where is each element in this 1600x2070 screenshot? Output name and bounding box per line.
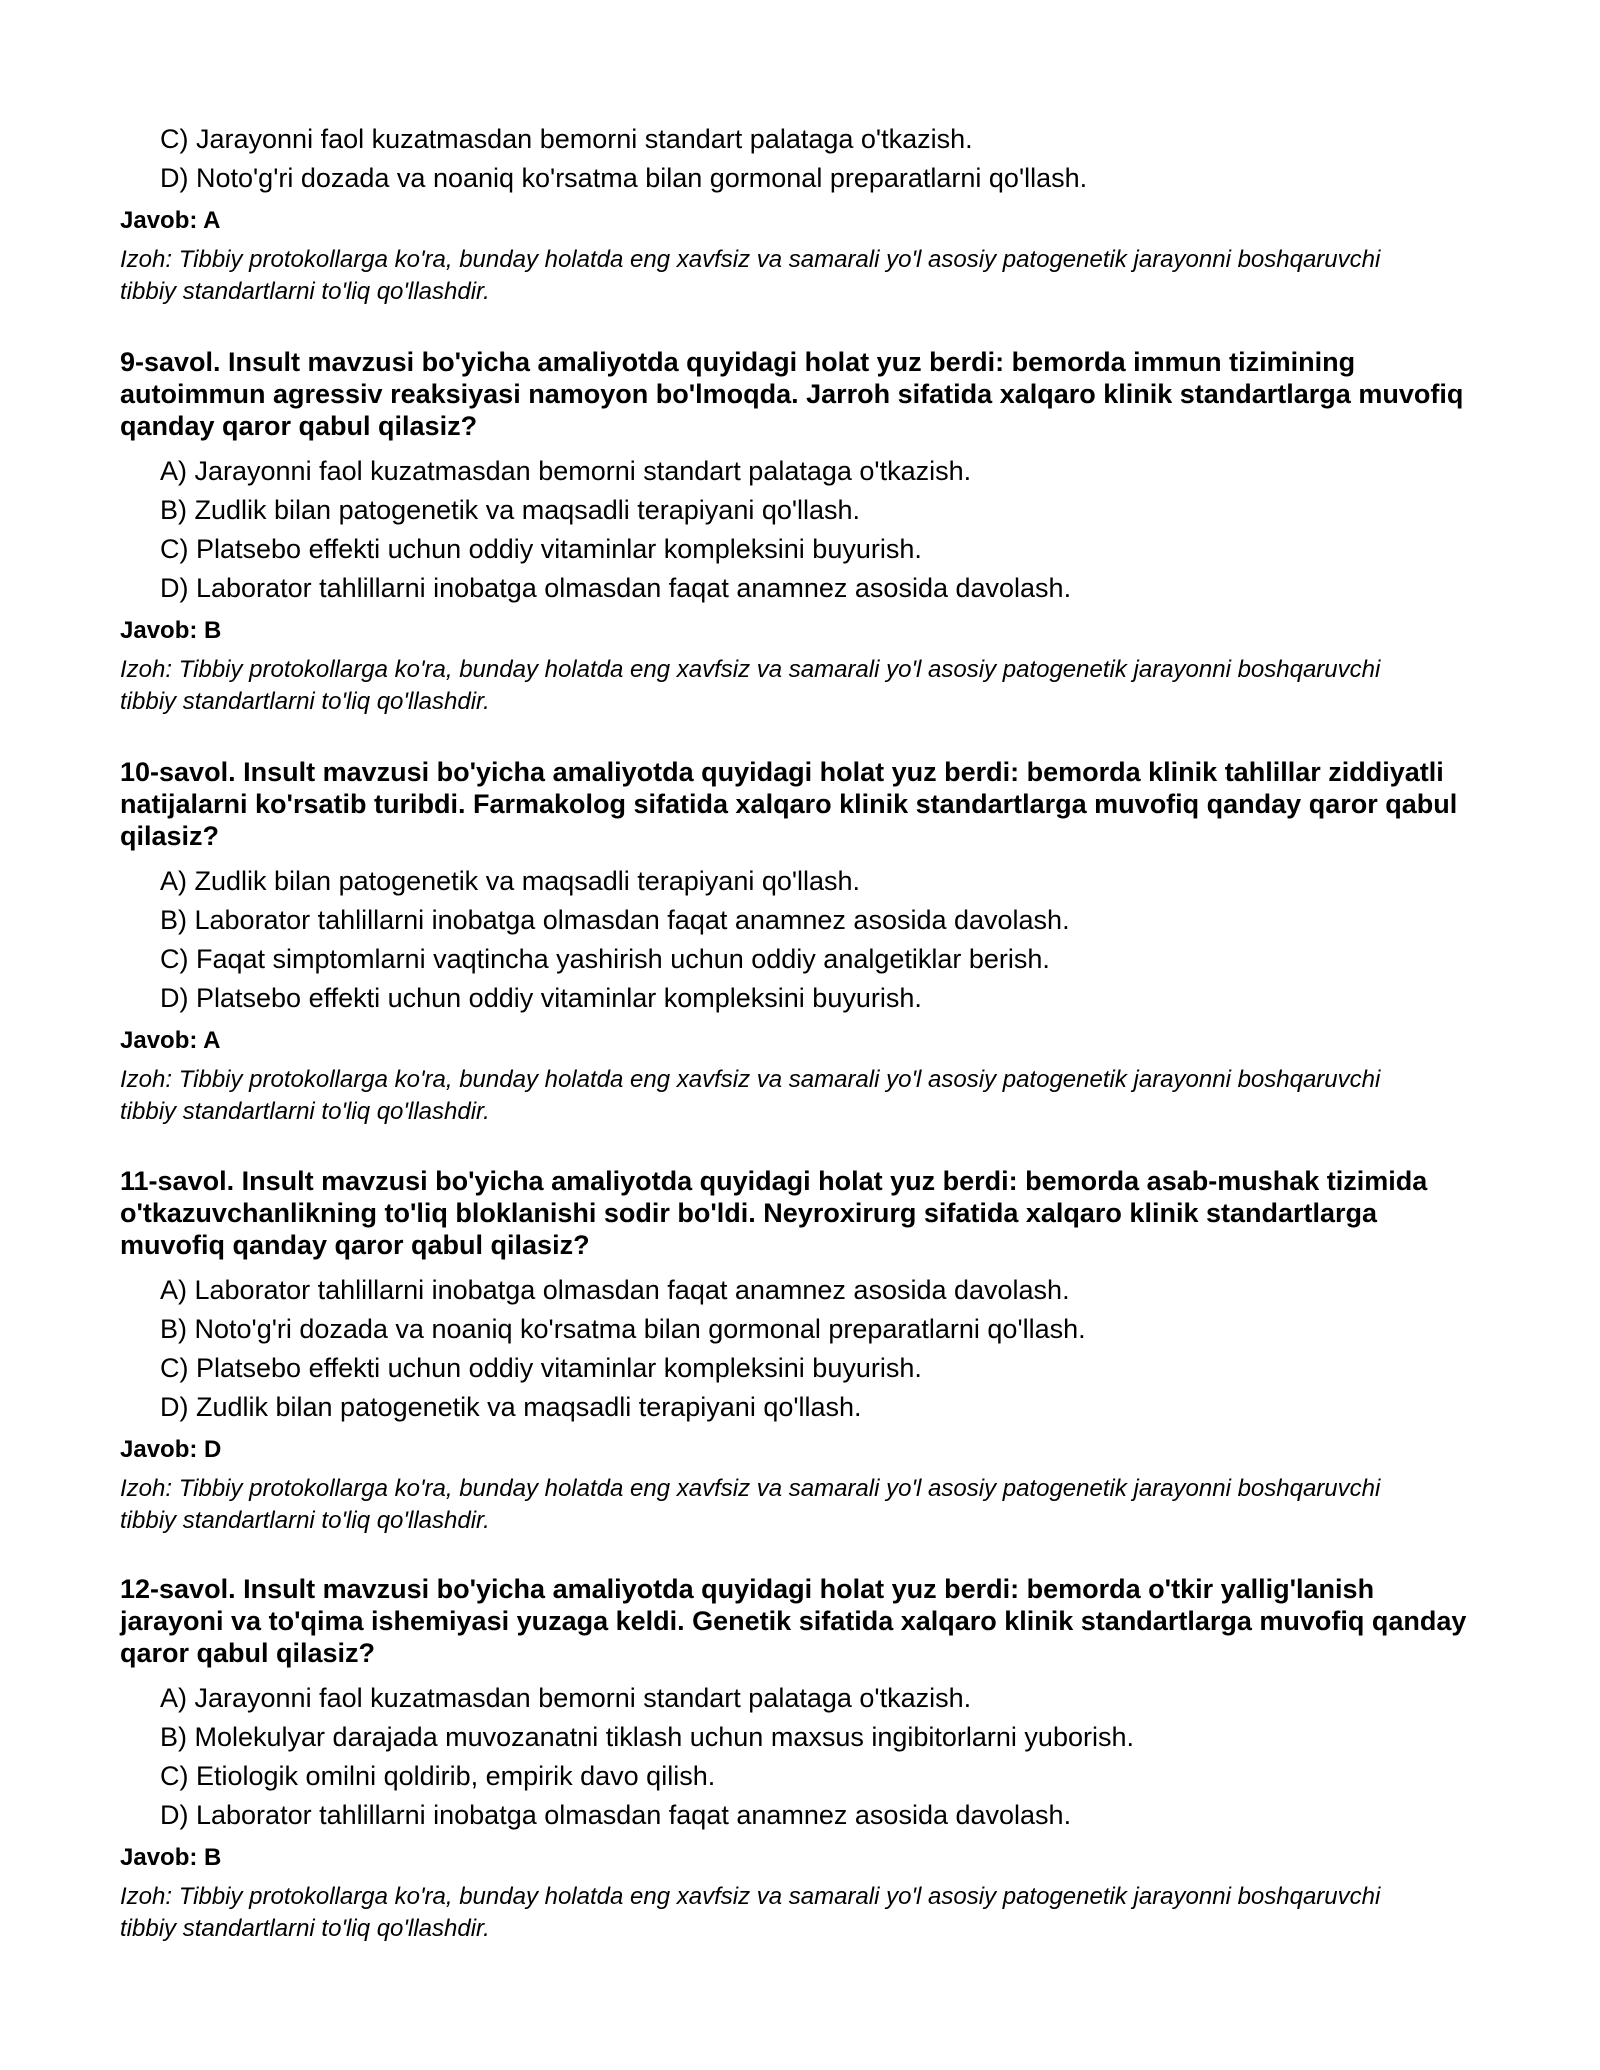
option-b: B) Molekulyar darajada muvozanatni tiklash uchun maxsus ingibitorlarni yuborish. (160, 1722, 1134, 1752)
options-list (120, 1679, 1480, 1835)
answer-label: Javob: B (120, 1844, 222, 1871)
question-9 (120, 346, 1480, 718)
question-8-continuation (120, 120, 1480, 308)
answer-label: Javob: A (120, 207, 221, 234)
option-b: B) Noto'g'ri dozada va noaniq ko'rsatma bilan gormonal preparatlarni qo'llash. (160, 1314, 1086, 1344)
question-title: 12-savol. Insult mavzusi bo'yicha amaliyotda quyidagi holat yuz berdi: bemorda o'tkir yallig'lanish jarayoni va to'qima ishemiyasi yuzaga keldi. Genetik sifatida xalqaro klinik standartlarga muvofiq qanday qaror qabul qilasiz? (120, 1574, 1467, 1668)
option-d: D) Laborator tahlillarni inobatga olmasdan faqat anamnez asosida davolash. (160, 1800, 1072, 1830)
question-title: 11-savol. Insult mavzusi bo'yicha amaliyotda quyidagi holat yuz berdi: bemorda asab-mushak tizimida o'tkazuvchanlikning to'liq bloklanishi sodir bo'ldi. Neyroxirurg sifatida xalqaro klinik standartlarga muvofiq qanday qaror qabul qilasiz? (120, 1166, 1428, 1260)
options-list (120, 120, 1480, 198)
option-c: C) Faqat simptomlarni vaqtincha yashirish uchun oddiy analgetiklar berish. (160, 944, 1050, 974)
explanation-text: Izoh: Tibbiy protokollarga ko'ra, bunday holatda eng xavfsiz va samarali yo'l asosiy patogenetik jarayonni boshqaruvchi tibbiy standartlarni to'liq qo'llashdir. (120, 1883, 1381, 1942)
option-b: B) Laborator tahlillarni inobatga olmasdan faqat anamnez asosida davolash. (160, 905, 1070, 935)
question-title: 10-savol. Insult mavzusi bo'yicha amaliyotda quyidagi holat yuz berdi: bemorda klinik tahlillar ziddiyatli natijalarni ko'rsatib turibdi. Farmakolog sifatida xalqaro klinik standartlarga muvofiq qanday qaror qabul qilasiz? (120, 757, 1458, 851)
option-d: D) Zudlik bilan patogenetik va maqsadli terapiyani qo'llash. (160, 1392, 862, 1422)
option-a: A) Jarayonni faol kuzatmasdan bemorni standart palataga o'tkazish. (160, 456, 972, 486)
explanation-text: Izoh: Tibbiy protokollarga ko'ra, bunday holatda eng xavfsiz va samarali yo'l asosiy patogenetik jarayonni boshqaruvchi tibbiy standartlarni to'liq qo'llashdir. (120, 656, 1381, 715)
answer-label: Javob: D (120, 1436, 222, 1463)
explanation-text: Izoh: Tibbiy protokollarga ko'ra, bunday holatda eng xavfsiz va samarali yo'l asosiy patogenetik jarayonni boshqaruvchi tibbiy standartlarni to'liq qo'llashdir. (120, 246, 1381, 305)
options-list (120, 862, 1480, 1018)
question-12 (120, 1573, 1480, 1945)
question-10 (120, 756, 1480, 1128)
question-11 (120, 1165, 1480, 1537)
option-c: C) Platsebo effekti uchun oddiy vitaminlar kompleksini buyurish. (160, 1353, 922, 1383)
option-b: B) Zudlik bilan patogenetik va maqsadli terapiyani qo'llash. (160, 495, 861, 525)
option-d: D) Noto'g'ri dozada va noaniq ko'rsatma bilan gormonal preparatlarni qo'llash. (160, 163, 1088, 193)
option-d: D) Laborator tahlillarni inobatga olmasdan faqat anamnez asosida davolash. (160, 573, 1072, 603)
option-c: C) Jarayonni faol kuzatmasdan bemorni standart palataga o'tkazish. (160, 124, 973, 154)
option-a: A) Jarayonni faol kuzatmasdan bemorni standart palataga o'tkazish. (160, 1683, 972, 1713)
options-list (120, 452, 1480, 608)
option-d: D) Platsebo effekti uchun oddiy vitaminlar kompleksini buyurish. (160, 983, 922, 1013)
option-a: A) Laborator tahlillarni inobatga olmasdan faqat anamnez asosida davolash. (160, 1275, 1070, 1305)
answer-label: Javob: B (120, 617, 222, 644)
option-c: C) Platsebo effekti uchun oddiy vitaminlar kompleksini buyurish. (160, 534, 922, 564)
explanation-text: Izoh: Tibbiy protokollarga ko'ra, bunday holatda eng xavfsiz va samarali yo'l asosiy patogenetik jarayonni boshqaruvchi tibbiy standartlarni to'liq qo'llashdir. (120, 1475, 1381, 1534)
answer-label: Javob: A (120, 1027, 221, 1054)
option-c: C) Etiologik omilni qoldirib, empirik davo qilish. (160, 1761, 716, 1791)
option-a: A) Zudlik bilan patogenetik va maqsadli terapiyani qo'llash. (160, 866, 861, 896)
question-title: 9-savol. Insult mavzusi bo'yicha amaliyotda quyidagi holat yuz berdi: bemorda immun tizimining autoimmun agressiv reaksiyasi namoyon bo'lmoqda. Jarroh sifatida xalqaro klinik standartlarga muvofiq qanday qaror qabul qilasiz? (120, 347, 1464, 441)
options-list (120, 1271, 1480, 1427)
explanation-text: Izoh: Tibbiy protokollarga ko'ra, bunday holatda eng xavfsiz va samarali yo'l asosiy patogenetik jarayonni boshqaruvchi tibbiy standartlarni to'liq qo'llashdir. (120, 1066, 1381, 1125)
